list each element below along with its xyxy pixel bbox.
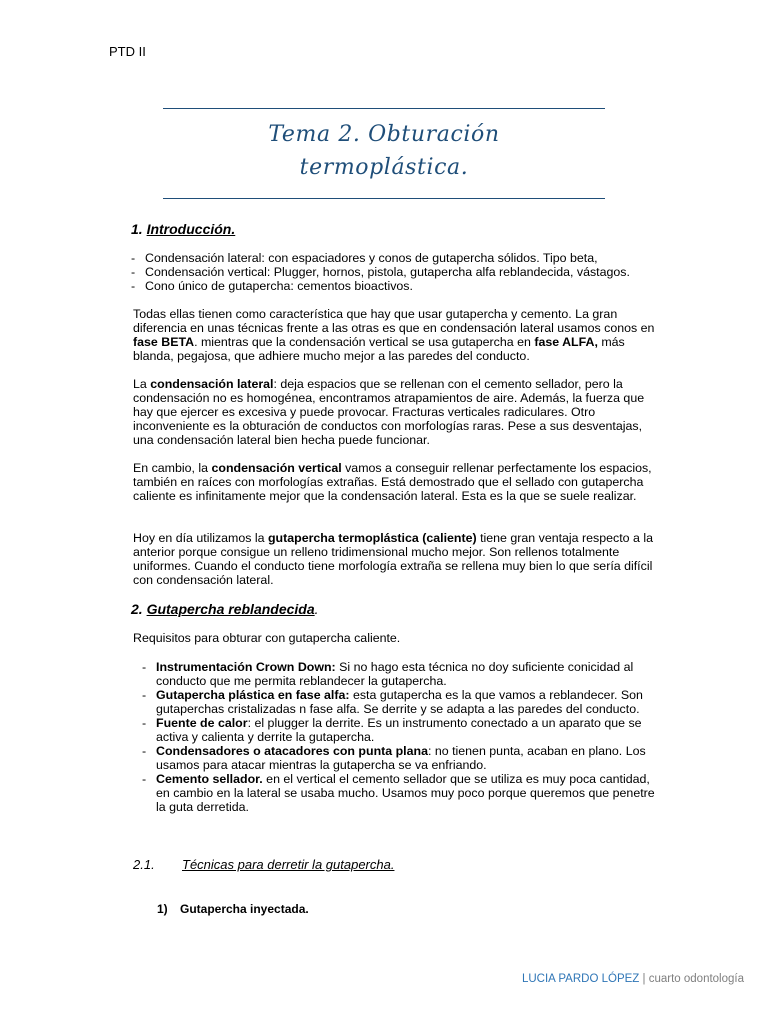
section-2-heading: 2. Gutapercha reblandecida. [131, 601, 319, 617]
paragraph-condensacion-lateral: La condensación lateral: deja espacios que se rellenan con el cemento sellador, pero la condensación no es homogénea, encontramos atrapamientos de aire. Además, la fuerza que hay que ejercer es excesiva y puede provocar. Fracturas verticales radiculares. Otro inconveniente es la obturación de conductos con morfologías raras. Pese a sus desventajas, una condensación lateral bien hecha puede funcionar. [133, 377, 645, 447]
section-2-title: Gutapercha reblandecida [146, 601, 315, 617]
list-item: - Fuente de calor: el plugger la derrite. Es un instrumento conectado a un aparato que se activa y calienta y derrite la gutapercha. [142, 716, 642, 744]
section-2-number: 2. [131, 601, 143, 617]
page-title [163, 118, 605, 184]
list-item: - Gutapercha plástica en fase alfa: esta gutapercha es la que vamos a reblandecer. Son gutaperchas cristalizadas n fase alfa. Se derrite y se adapta a las paredes del conducto. [142, 688, 643, 716]
footer-course: cuarto odontología [648, 973, 744, 985]
section-2-1-number: 2.1. [133, 857, 155, 872]
title-line-1: Tema 2. Obturación [268, 122, 500, 147]
title-line-2: termoplástica. [299, 155, 469, 180]
list-item: - Cemento sellador. en el vertical el cemento sellador que se utiliza es muy poca cantidad, en cambio en la lateral se usaba mucho. Usamos muy poco porque queremos que penetre la guta derretida. [142, 772, 655, 814]
title-rule-top [163, 108, 605, 109]
list-item: - Condensación lateral: con espaciadores y conos de gutapercha sólidos. Tipo beta, [131, 251, 598, 265]
section-2-1-heading [133, 857, 394, 872]
page-footer [522, 973, 744, 985]
footer-separator: | [639, 973, 649, 985]
section-2-1-title: Técnicas para derretir la gutapercha. [182, 857, 395, 872]
subsection-number: 1) [157, 902, 168, 916]
paragraph-condensacion-vertical: En cambio, la condensación vertical vamos a conseguir rellenar perfectamente los espacios, también en raíces con morfologías extrañas. Está demostrado que el sellado con gutapercha caliente es infinitamente mejor que la condensación lateral. Esta es la que se suele realizar. [133, 461, 652, 503]
page-header: PTD II [109, 44, 146, 59]
section-1-heading [131, 221, 235, 237]
paragraph-termoplastica: Hoy en día utilizamos la gutapercha termoplástica (caliente) tiene gran ventaja respecto a la anterior porque consigue un relleno tridimensional mucho mejor. Son rellenos totalmente uniformes. Cuando el conducto tiene morfología extraña se rellena muy bien lo que sería difícil con condensación lateral. [133, 531, 653, 587]
section-1-title: Introducción. [146, 221, 236, 237]
intro-list [131, 251, 671, 293]
title-rule-bottom [163, 198, 605, 199]
paragraph-fases: Todas ellas tienen como característica que hay que usar gutapercha y cemento. La gran diferencia en unas técnicas frente a las otras es que en condensación lateral usamos conos en fase BETA. mientras que la condensación vertical se usa gutapercha en fase ALFA, más blanda, pegajosa, que adhiere mucho mejor a las paredes del conducto. [133, 307, 655, 363]
list-item: - Condensadores o atacadores con punta plana: no tienen punta, acaban en plano. Los usamos para atacar mientras la gutapercha se va enfriando. [142, 744, 646, 772]
list-item: - Condensación vertical: Plugger, hornos, pistola, gutapercha alfa reblandecida, vástagos. [131, 265, 630, 279]
section-1-number: 1. [131, 221, 143, 237]
subsection-inyectada-heading [157, 902, 309, 916]
requisitos-intro: Requisitos para obturar con gutapercha caliente. [133, 631, 401, 645]
list-item: - Instrumentación Crown Down: Si no hago esta técnica no doy suficiente conicidad al conducto que me permita reblandecer la gutapercha. [142, 660, 634, 688]
list-item: - Cono único de gutapercha: cementos bioactivos. [131, 279, 413, 293]
requisitos-list [131, 660, 663, 814]
subsection-title: Gutapercha inyectada. [180, 902, 309, 916]
footer-author: LUCIA PARDO LÓPEZ [521, 973, 640, 985]
